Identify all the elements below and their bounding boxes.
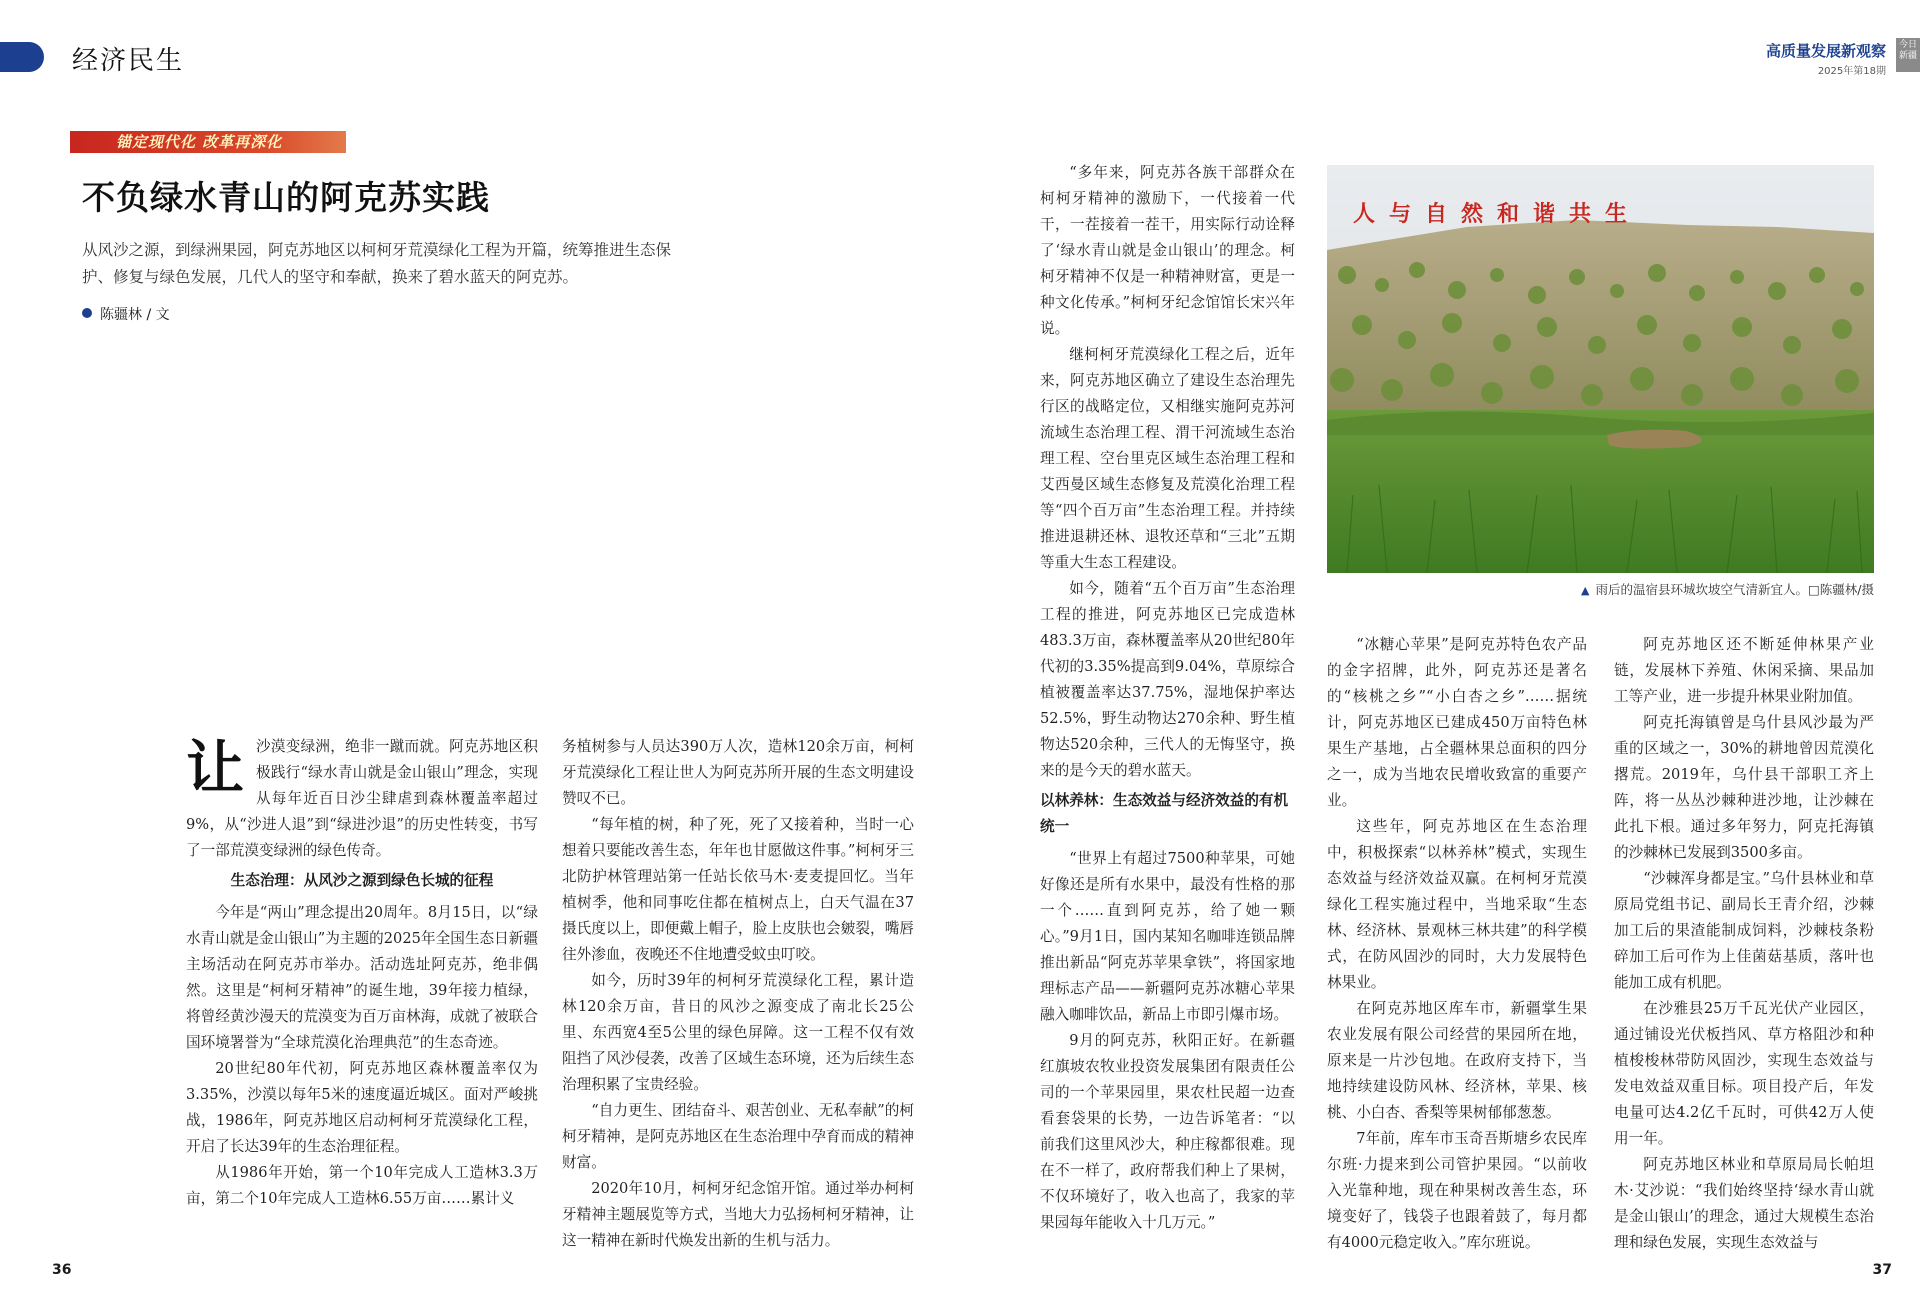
photo-caption <box>1327 580 1874 598</box>
intro-paragraph: 沙漠变绿洲，绝非一蹴而就。阿克苏地区积极践行“绿水青山就是金山银山”理念，实现从每年近百日沙尘肆虐到森林覆盖率超过9%，从“沙进人退”到“绿进沙退”的历史性转变，书写了一部荒漠变绿洲的绿色传奇。 <box>186 738 538 859</box>
paragraph: 如今，历时39年的柯柯牙荒漠绿化工程，累计造林120余万亩，昔日的风沙之源变成了南北长25公里、东西宽4至5公里的绿色屏障。这一工程不仅有效阻挡了风沙侵袭，改善了区域生态环境，还为后续生态治理积累了宝贵经验。 <box>562 972 914 1093</box>
paragraph: “每年植的树，种了死，死了又接着种，当时一心想着只要能改善生态，年年也甘愿做这件事。”柯柯牙三北防护林管理站第一任站长依马木·麦麦提回忆。当年植树季，他和同事吃住都在植树点上，白天气温在37摄氏度以上，即便戴上帽子，脸上皮肤也会皴裂，嘴唇往外渗血，夜晚还不住地遭受蚊虫叮咬。 <box>562 816 914 963</box>
paragraph: 9月的阿克苏，秋阳正好。在新疆红旗坡农牧业投资发展集团有限责任公司的一个苹果园里，果农杜民超一边查看套袋果的长势，一边告诉笔者：“以前我们这里风沙大，种庄稼都很难。现在不一样了，政府帮我们种上了果树，不仅环境好了，收入也高了，我家的苹果园每年能收入十几万元。” <box>1040 1032 1295 1231</box>
section-heading-1: 生态治理：从风沙之源到绿色长城的征程 <box>230 872 494 889</box>
article-lead: 从风沙之源，到绿洲果园，阿克苏地区以柯柯牙荒漠绿化工程为开篇，统筹推进生态保护、修复与绿色发展，几代人的坚守和奉献，换来了碧水蓝天的阿克苏。 <box>82 241 672 286</box>
topic-banner: 锚定现代化 改革再深化 <box>70 131 346 153</box>
hillside-photo-illustration <box>1327 165 1874 573</box>
paragraph: 阿克苏地区还不断延伸林果产业链，发展林下养殖、休闲采摘、果品加工等产业，进一步提升林果业附加值。 <box>1614 636 1874 705</box>
issue-header <box>1766 40 1886 77</box>
text-column-4 <box>1327 632 1587 1256</box>
section-heading-2: 以林养林：生态效益与经济效益的有机统一 <box>1040 792 1289 835</box>
paragraph: 20世纪80年代初，阿克苏地区森林覆盖率仅为3.35%，沙漠以每年5米的速度逼近城区。面对严峻挑战，1986年，阿克苏地区启动柯柯牙荒漠绿化工程，开启了长达39年的生态治理征程。 <box>186 1060 538 1155</box>
author-bullet-icon <box>82 308 92 318</box>
paragraph: 2020年10月，柯柯牙纪念馆开馆。通过举办柯柯牙精神主题展览等方式，当地大力弘扬柯柯牙精神，让这一精神在新时代焕发出新的生机与活力。 <box>562 1180 914 1249</box>
text-column-1 <box>186 734 538 1212</box>
section-title: 经济民生 <box>72 46 185 76</box>
paragraph: 阿克托海镇曾是乌什县风沙最为严重的区域之一，30%的耕地曾因荒漠化撂荒。2019年，乌什县干部职工齐上阵，将一丛丛沙棘种进沙地，让沙棘在此扎下根。通过多年努力，阿克托海镇的沙棘林已发展到3500多亩。 <box>1614 714 1874 861</box>
caption-text: 雨后的温宿县环城坎坡空气清新宜人。□陈疆林/摄 <box>1595 582 1874 597</box>
issue-number: 2025年第18期 <box>1817 66 1886 77</box>
paragraph: “多年来，阿克苏各族干部群众在柯柯牙精神的激励下，一代接着一代干，一茬接着一茬干，用实际行动诠释了‘绿水青山就是金山银山’的理念。柯柯牙精神不仅是一种精神财富，更是一种文化传承。”柯柯牙纪念馆馆长宋兴年说。 <box>1040 164 1295 337</box>
column-title: 高质量发展新观察 <box>1765 42 1886 60</box>
article-photo <box>1327 165 1874 573</box>
caption-triangle-icon: ▲ <box>1581 584 1590 597</box>
paragraph: “冰糖心苹果”是阿克苏特色农产品的金字招牌，此外，阿克苏还是著名的“核桃之乡”“小白杏之乡”……据统计，阿克苏地区已建成450万亩特色林果生产基地，占全疆林果总面积的四分之一，成为当地农民增收致富的重要产业。 <box>1327 636 1587 809</box>
author-name: 陈疆林 / 文 <box>100 307 170 323</box>
text-column-5 <box>1614 632 1874 1256</box>
paragraph: 继柯柯牙荒漠绿化工程之后，近年来，阿克苏地区确立了建设生态治理先行区的战略定位，又相继实施阿克苏河流域生态治理工程、渭干河流域生态治理工程、空台里克区域生态治理工程和艾西曼区域生态修复及荒漠化治理工程等“四个百万亩”生态治理工程。并持续推进退耕还林、退牧还草和“三北”五期等重大生态工程建设。 <box>1040 346 1295 571</box>
text-column-2 <box>562 734 914 1254</box>
magazine-logo: 今日新疆 <box>1896 38 1920 72</box>
section-tab-marker <box>0 42 44 72</box>
paragraph: “世界上有超过7500种苹果，可她好像还是所有水果中，最没有性格的那一个……直到阿克苏，给了她一颗心。”9月1日，国内某知名咖啡连锁品牌推出新品“阿克苏苹果拿铁”，将国家地理标志产品——新疆阿克苏冰糖心苹果融入咖啡饮品，新品上市即引爆市场。 <box>1040 850 1295 1023</box>
drop-cap: 让 <box>186 734 245 802</box>
paragraph: 务植树参与人员达390万人次，造林120余万亩，柯柯牙荒漠绿化工程让世人为阿克苏所开展的生态文明建设赞叹不已。 <box>562 738 914 807</box>
author-line <box>82 304 170 324</box>
paragraph: 7年前，库车市玉奇吾斯塘乡农民库尔班·力提来到公司管护果园。“以前收入光靠种地，现在种果树改善生态，环境变好了，钱袋子也跟着鼓了，每月都有4000元稳定收入。”库尔班说。 <box>1327 1130 1587 1251</box>
page-number-right: 37 <box>1872 1262 1892 1278</box>
paragraph: 如今，随着“五个百万亩”生态治理工程的推进，阿克苏地区已完成造林483.3万亩，森林覆盖率从20世纪80年代初的3.35%提高到9.04%，草原综合植被覆盖率达37.75%，湿地保护率达52.5%，野生动物达270余种、野生植物达520余种，三代人的无悔坚守，换来的是今天的碧水蓝天。 <box>1040 580 1295 779</box>
text-column-3 <box>1040 160 1295 1236</box>
paragraph: 在阿克苏地区库车市，新疆掌生果农业发展有限公司经营的果园所在地，原来是一片沙包地。在政府支持下，当地持续建设防风林、经济林，苹果、核桃、小白杏、香梨等果树郁郁葱葱。 <box>1327 1000 1587 1121</box>
slogan-sign: 人与自然和谐共生 <box>1353 202 1642 227</box>
paragraph: “沙棘浑身都是宝。”乌什县林业和草原局党组书记、副局长王青介绍，沙棘加工后的果渣能制成饲料，沙棘枝条粉碎加工后可作为上佳菌菇基质，落叶也能加工成有机肥。 <box>1614 870 1874 991</box>
paragraph: 从1986年开始，第一个10年完成人工造林3.3万亩，第二个10年完成人工造林6.55万亩……累计义 <box>186 1164 538 1207</box>
paragraph: 今年是“两山”理念提出20周年。8月15日，以“绿水青山就是金山银山”为主题的2025年全国生态日新疆主场活动在阿克苏市举办。活动选址阿克苏，绝非偶然。这里是“柯柯牙精神”的诞生地，39年接力植绿，将曾经黄沙漫天的荒漠变为百万亩林海，成就了被联合国环境署誉为“全球荒漠化治理典范”的生态奇迹。 <box>186 904 538 1051</box>
paragraph: 阿克苏地区林业和草原局局长帕坦木·艾沙说：“我们始终坚持‘绿水青山就是金山银山’的理念，通过大规模生态治理和绿色发展，实现生态效益与 <box>1614 1156 1874 1251</box>
paragraph: 这些年，阿克苏地区在生态治理中，积极探索“以林养林”模式，实现生态效益与经济效益双赢。在柯柯牙荒漠绿化工程实施过程中，当地采取“生态林、经济林、景观林三林共建”的科学模式，在防风固沙的同时，大力发展特色林果业。 <box>1327 818 1587 991</box>
article-title: 不负绿水青山的阿克苏实践 <box>82 178 490 217</box>
paragraph: “自力更生、团结奋斗、艰苦创业、无私奉献”的柯柯牙精神，是阿克苏地区在生态治理中孕育而成的精神财富。 <box>562 1102 914 1171</box>
paragraph: 在沙雅县25万千瓦光伏产业园区，通过铺设光伏板挡风、草方格阻沙和种植梭梭林带防风固沙，实现生态效益与发电效益双重目标。项目投产后，年发电量可达4.2亿千瓦时，可供42万人使用一年。 <box>1614 1000 1874 1147</box>
page-number-left: 36 <box>52 1262 72 1278</box>
